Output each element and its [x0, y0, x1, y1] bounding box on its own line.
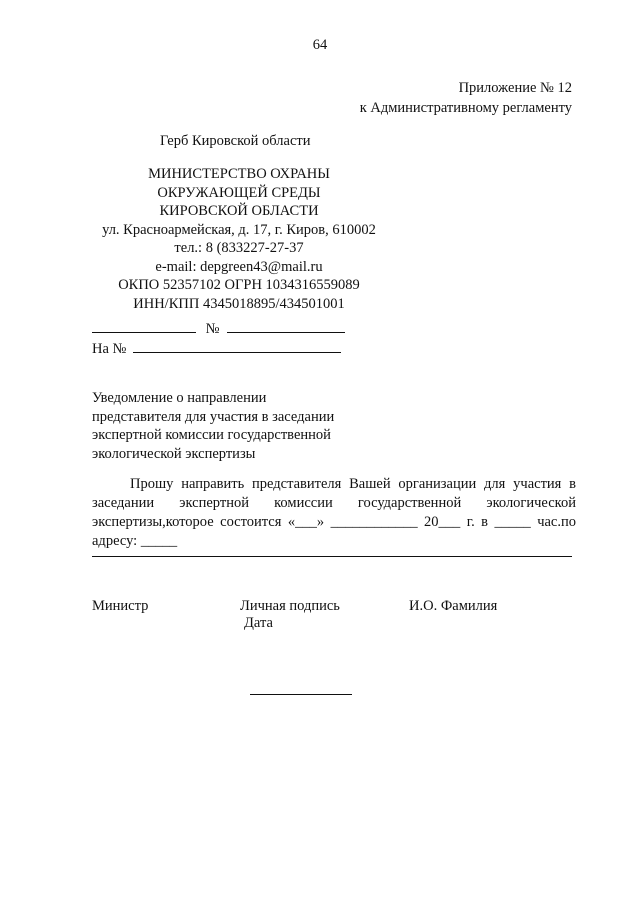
- body-line-2: заседании экспертной комиссии государственной экологической: [92, 495, 576, 511]
- appendix-line-2: к Административному регламенту: [359, 100, 572, 116]
- outgoing-reference: [92, 318, 345, 358]
- full-name-label: И.О. Фамилия: [409, 598, 498, 614]
- ministry-address: ул. Красноармейская, д. 17, г. Киров, 610002: [102, 221, 376, 238]
- page-number: 64: [312, 37, 328, 53]
- letter-body: [92, 475, 576, 551]
- signatory-role: Министр: [92, 598, 149, 614]
- subject-line-4: экологической экспертизы: [92, 445, 256, 462]
- subject-line-2: представителя для участия в заседании: [92, 408, 335, 425]
- ministry-name-line-1: МИНИСТЕРСТВО ОХРАНЫ: [148, 166, 330, 182]
- ministry-email: e-mail: depgreen43@mail.ru: [155, 258, 323, 275]
- ministry-phone: тел.: 8 (833227-27-37: [174, 240, 304, 256]
- reply-reference-label: На №: [92, 341, 127, 357]
- ministry-okpo-ogrn: ОКПО 52357102 ОГРН 1034316559089: [118, 277, 360, 293]
- reply-reference-blank: [133, 338, 341, 353]
- outgoing-date-blank: [92, 318, 196, 333]
- address-underline: [92, 556, 572, 557]
- outgoing-number-row: [92, 318, 345, 338]
- closing-rule: [250, 694, 352, 695]
- reply-reference-row: [92, 338, 345, 358]
- subject-line-3: экспертной комиссии государственной: [92, 427, 331, 443]
- date-label: Дата: [244, 615, 273, 631]
- body-line-4: адресу: _____: [92, 533, 178, 549]
- ministry-name-line-3: КИРОВСКОЙ ОБЛАСТИ: [159, 203, 319, 219]
- body-line-1: Прошу направить представителя Вашей организации для участия в: [130, 476, 576, 492]
- letter-subject: [92, 389, 334, 463]
- coat-of-arms-placeholder: Герб Кировской области: [160, 133, 311, 149]
- ministry-name-line-2: ОКРУЖАЮЩЕЙ СРЕДЫ: [157, 184, 321, 201]
- appendix-header: [360, 78, 572, 118]
- outgoing-number-blank: [227, 318, 345, 333]
- body-line-3: экспертизы,которое состоится «___» ____________ 20___ г. в _____ час.по: [92, 514, 576, 530]
- appendix-line-1: Приложение № 12: [458, 80, 572, 96]
- ministry-inn-kpp: ИНН/КПП 4345018895/434501001: [133, 295, 345, 312]
- subject-line-1: Уведомление о направлении: [92, 390, 267, 406]
- ministry-letterhead: [92, 165, 386, 313]
- number-sign: №: [205, 321, 220, 337]
- signature-label: Личная подпись: [240, 598, 340, 614]
